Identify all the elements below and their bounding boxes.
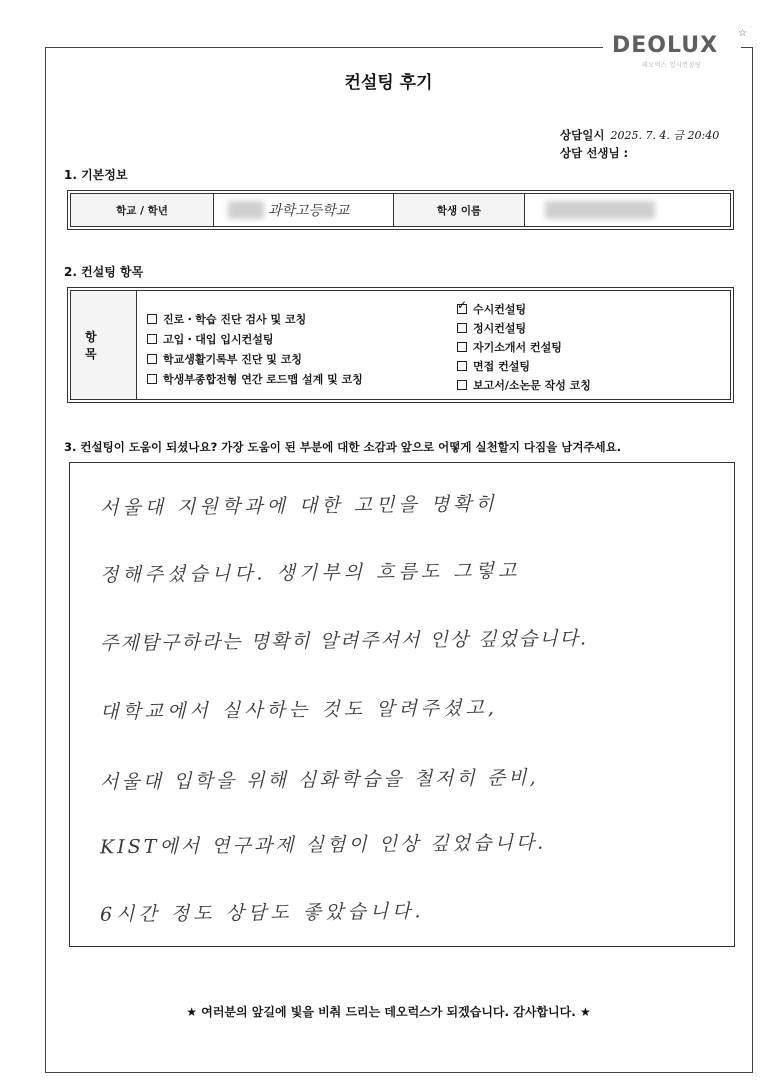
school-value-cell [214, 194, 394, 226]
checkbox [147, 374, 157, 384]
checkbox [147, 334, 157, 344]
answer-line: 6시간 정도 상담도 좋았습니다. [99, 900, 425, 926]
items-label: 항 목 [71, 291, 137, 399]
items-left-column [137, 291, 447, 399]
option-report-coaching: 보고서/소논문 작성 코칭 [457, 377, 591, 393]
checkbox [457, 361, 467, 371]
option-career-diagnosis: 진로・학습 진단 검사 및 코칭 [147, 311, 306, 327]
checkbox [457, 342, 467, 352]
consult-date-label: 상담일시 [560, 128, 605, 142]
option-roadmap: 학생부종합전형 연간 로드맵 설계 및 코칭 [147, 371, 363, 387]
answer-line: 서울대 입학을 위해 심화학습을 철저히 준비, [99, 766, 539, 794]
option-regular-admission: 정시컨설팅 [457, 320, 526, 336]
answer-line: 서울대 지원학과에 대한 고민을 명확히 [99, 492, 498, 520]
option-interview: 면접 컨설팅 [457, 358, 530, 374]
redacted-block [545, 201, 655, 219]
student-name-label: 학생 이름 [394, 194, 525, 226]
section-items-heading: 2. 컨설팅 항목 [64, 265, 144, 279]
option-early-admission: ✓수시컨설팅 [457, 301, 526, 317]
checkbox [457, 380, 467, 390]
answer-line: 대학교에서 실사하는 것도 알려주셨고, [99, 696, 498, 724]
logo-star-icon: ☆ [738, 28, 747, 39]
answer-line: KIST에서 연구과제 실험이 인상 깊었습니다. [99, 831, 547, 859]
student-name-cell [525, 194, 730, 226]
answer-line: 주제탐구하라는 명확히 알려주셔서 인상 깊었습니다. [99, 627, 589, 655]
section-basic-info-heading: 1. 기본정보 [64, 168, 128, 182]
redacted-block [228, 201, 264, 219]
checkbox-checked [457, 304, 467, 314]
feedback-question: 3. 컨설팅이 도움이 되셨나요? 가장 도움이 된 부분에 대한 소감과 앞으로 어떻게 실천할지 다짐을 남겨주세요. [64, 440, 622, 454]
basic-info-table [67, 190, 734, 230]
school-value: 과학고등학교 [268, 203, 350, 219]
items-right-column [447, 291, 730, 399]
footer-message: ★ 여러분의 앞길에 빛을 비춰 드리는 데오럭스가 되겠습니다. 감사합니다. ★ [186, 1005, 591, 1019]
option-admission-consulting: 고입・대입 입시컨설팅 [147, 331, 273, 347]
school-label: 학교 / 학년 [71, 194, 214, 226]
answer-line: 정해주셨습니다. 생기부의 흐름도 그렇고 [99, 559, 521, 587]
consult-date [560, 127, 719, 143]
option-self-intro: 자기소개서 컨설팅 [457, 339, 562, 355]
feedback-answer-box [69, 462, 735, 947]
consulting-items-table [67, 287, 734, 403]
checkbox [147, 314, 157, 324]
checkbox [147, 354, 157, 364]
brand-logo: DEOLUX [612, 33, 719, 58]
option-record-diagnosis: 학교생활기록부 진단 및 코칭 [147, 351, 302, 367]
brand-subtitle: 데오럭스 입시컨설팅 [642, 62, 702, 69]
checkbox [457, 323, 467, 333]
document-title: 컨설팅 후기 [344, 73, 433, 93]
counselor-label: 상담 선생님 : [560, 146, 629, 160]
consult-date-value: 2025. 7. 4. 금 20:40 [610, 129, 720, 142]
